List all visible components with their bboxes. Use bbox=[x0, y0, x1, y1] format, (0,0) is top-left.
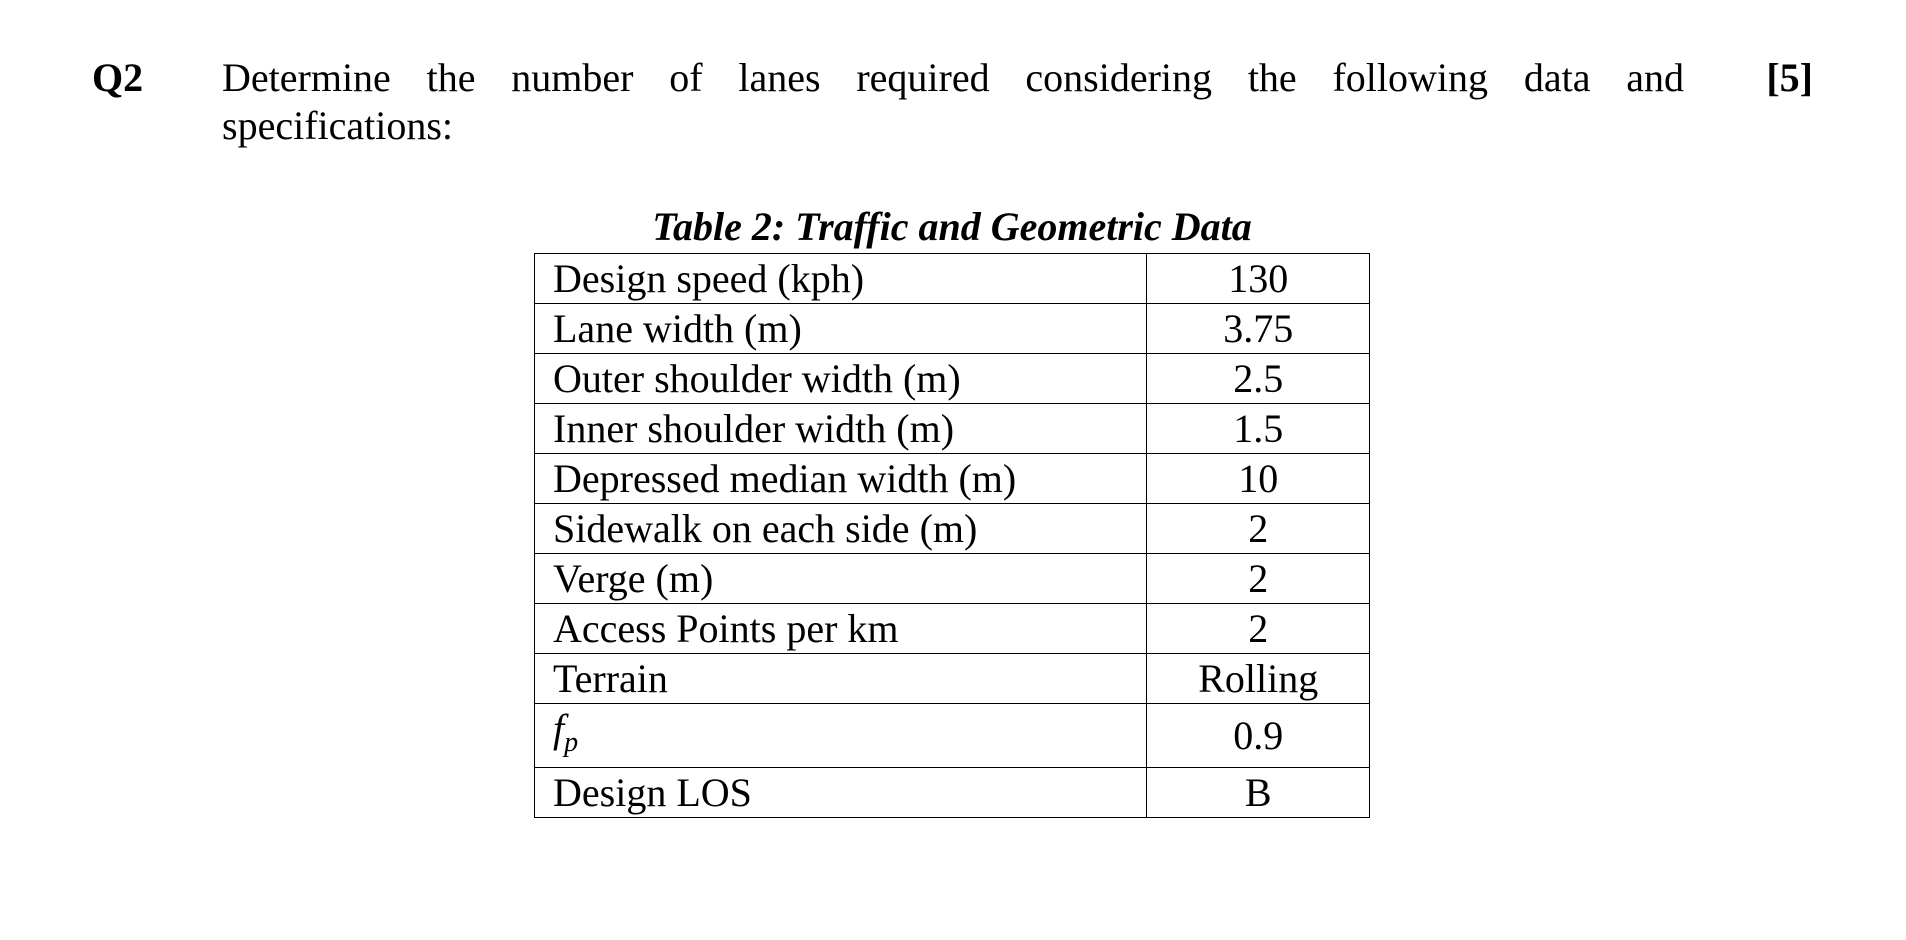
row-value: 130 bbox=[1147, 254, 1370, 304]
row-label-fp: $f_p$ bbox=[535, 704, 1147, 768]
question-number: Q2 bbox=[92, 55, 144, 100]
row-value: 2.5 bbox=[1147, 354, 1370, 404]
row-value: 2 bbox=[1147, 604, 1370, 654]
row-label: Inner shoulder width (m) bbox=[535, 404, 1147, 454]
row-label: Depressed median width (m) bbox=[535, 454, 1147, 504]
question-text-line-2: specifications: bbox=[222, 103, 454, 148]
table-row bbox=[535, 554, 1370, 604]
table-row bbox=[535, 354, 1370, 404]
table-row bbox=[535, 254, 1370, 304]
table-row bbox=[535, 704, 1370, 768]
question-marks: [5] bbox=[1766, 55, 1813, 100]
row-label: Lane width (m) bbox=[535, 304, 1147, 354]
table-row bbox=[535, 654, 1370, 704]
row-label: Design speed (kph) bbox=[535, 254, 1147, 304]
question-text bbox=[222, 54, 1684, 150]
row-value: 2 bbox=[1147, 554, 1370, 604]
table-caption: Table 2: Traffic and Geometric Data bbox=[652, 204, 1252, 249]
table-row bbox=[535, 404, 1370, 454]
table-row bbox=[535, 504, 1370, 554]
traffic-geometric-data-table bbox=[534, 253, 1370, 818]
row-value: B bbox=[1147, 768, 1370, 818]
row-label: Verge (m) bbox=[535, 554, 1147, 604]
table-row bbox=[535, 304, 1370, 354]
row-label: Sidewalk on each side (m) bbox=[535, 504, 1147, 554]
row-value: 2 bbox=[1147, 504, 1370, 554]
row-value: 10 bbox=[1147, 454, 1370, 504]
row-label: Outer shoulder width (m) bbox=[535, 354, 1147, 404]
row-value: 3.75 bbox=[1147, 304, 1370, 354]
row-value: 0.9 bbox=[1147, 704, 1370, 768]
table-row bbox=[535, 454, 1370, 504]
row-label: Access Points per km bbox=[535, 604, 1147, 654]
question-text-line-1: Determine the number of lanes required considering the following data and bbox=[222, 55, 1684, 100]
table-row bbox=[535, 604, 1370, 654]
row-label: Design LOS bbox=[535, 768, 1147, 818]
table-row bbox=[535, 768, 1370, 818]
row-label: Terrain bbox=[535, 654, 1147, 704]
row-value: 1.5 bbox=[1147, 404, 1370, 454]
row-value: Rolling bbox=[1147, 654, 1370, 704]
